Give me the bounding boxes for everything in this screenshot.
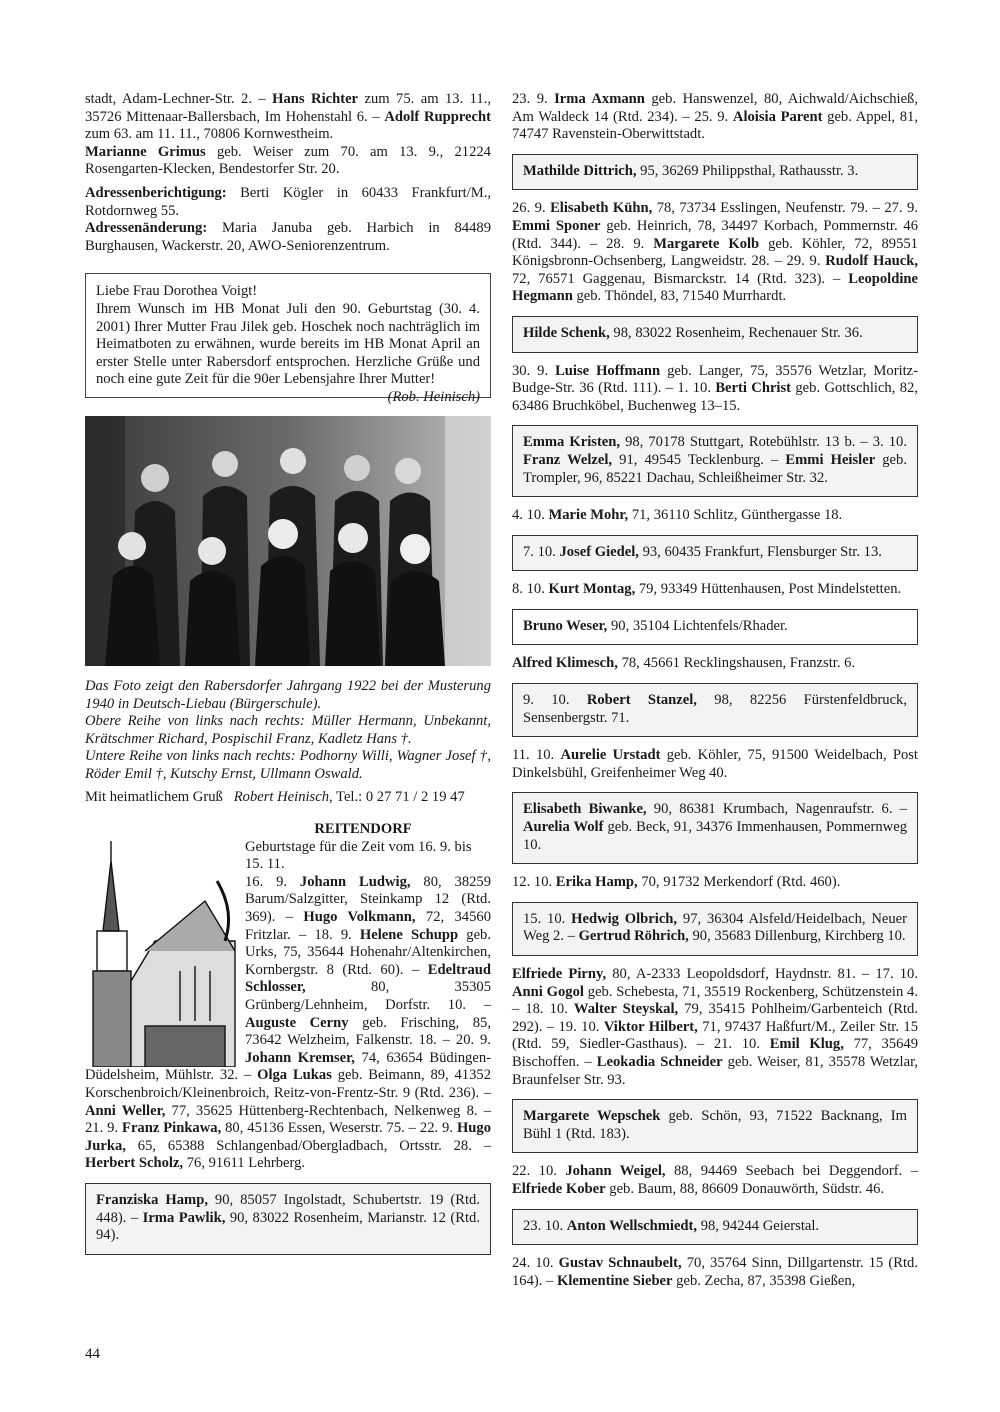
person-name: Erika Hamp, [555,874,638,891]
text-segment: geb. Gottschlich, 82, 63486 Bruchköbel, Buchenweg 13–15. [512,380,918,414]
text-segment: 23. 10. [523,1217,567,1234]
text-segment: 72, 34560 Fritzlar. – 18. 9. [245,909,491,943]
text-segment: 88, 94469 Seebach bei Deggendorf. – [665,1163,919,1180]
highlight-text [523,618,907,636]
text-segment: 11. 10. [512,747,561,764]
person-name: Franziska Hamp, [96,1191,208,1208]
text-segment: geb. Schebesta, 71, 35519 Rockenberg, Schützenstein 4. – 18. 10. [512,983,918,1018]
text-segment: 98, 70178 Stuttgart, Rotebühlstr. 13 b. – 3. 10. [620,434,907,451]
caption-line: Untere Reihe von links nach rechts: Podhorny Willi, Wagner Josef †, Röder Emil †, Kutschy Ernst, Ullmann Oswald. [85,748,491,782]
person-name: Auguste Cerny [245,1014,349,1031]
greeting-name: Robert Heinisch, [233,789,333,806]
birthday-paragraph [512,655,918,673]
text-segment: 9. 10. [523,692,587,709]
text-segment: geb. Köhler, 75, 91500 Weidelbach, Post Dinkelsbühl, Greifenheimer Weg 40. [512,747,918,781]
text-segment: 91, 49545 Tecklenburg. – [612,451,786,468]
highlight-box [85,1183,491,1255]
birthday-paragraph [512,966,918,1089]
text-segment: stadt, Adam-Lechner-Str. 2. – [85,91,273,107]
highlight-text [523,434,907,487]
text-segment: 90, 83022 Rosenheim, Marianstr. 12 (Rtd. 94). [96,1209,480,1244]
birthday-paragraph [85,91,491,144]
highlight-text [523,801,907,854]
text-segment: 30. 9. [512,362,556,379]
text-segment: geb. Zecha, 87, 35398 Gießen, [672,1272,856,1289]
person-name: Emmi Heisler [785,451,876,468]
letter-body-text: Ihrem Wunsch im HB Monat Juli den 90. Geburtstag (30. 4. 2001) Ihrer Mutter Frau Jilek geb. Hoschek noch nachträglich im Heimatboten zu erwähnen, wurde bereits im HB Monat April an erster Stelle unter Rabersdorf entsprochen. Herzliche Grüße und noch eine gute Zeit für die 90er Lebensjahre Ihrer Mutter! [96,300,480,388]
text-segment: 90, 85057 Ingolstadt, Schubertstr. 19 (Rtd. 448). – [96,1191,480,1226]
person-name: Margarete Wepschek [523,1108,661,1125]
highlight-text [523,544,907,562]
text-segment: geb. Köhler, 72, 89551 Königsbronn-Ochsenberg, Langweidstr. 28. – 29. 9. [512,235,918,270]
person-name: Olga Lukas [257,1067,332,1084]
text-segment: 65, 65388 Schlangenbad/Obergladbach, Ortsstr. 28. – [125,1137,491,1154]
person-name: Adressenänderung: [85,220,208,237]
person-name: Gertrud Röhrich, [578,928,689,945]
text-segment: 93, 60435 Frankfurt, Flensburger Str. 13. [638,543,882,560]
text-segment: 77, 35625 Hüttenberg-Rechtenbach, Nelkenweg 8. – 21. 9. [85,1102,491,1137]
person-name: Bruno Weser, [523,617,608,634]
text-segment: 74, 63654 Büdingen-Düdelsheim, Mühlstr. 32. – [85,1049,491,1084]
person-name: Emil Klug, [769,1036,844,1053]
address-change [85,220,491,255]
text-segment: Maria Januba geb. Harbich in 84489 Burghausen, Wackerstr. 20, AWO-Seniorenzentrum. [85,220,491,254]
text-segment: 78, 73734 Esslingen, Neufenstr. 79. – 27. 9. [652,200,919,217]
text-segment: 71, 36110 Schlitz, Günthergasse 18. [628,507,843,524]
highlight-box [512,316,918,353]
highlight-text [523,163,907,181]
text-segment: 16. 9. [245,873,300,890]
person-name: Adolf Rupprecht [384,108,491,125]
photo-image [85,416,491,666]
highlight-box [512,1209,918,1246]
text-segment: 90, 35104 Lichtenfels/Rhader. [607,617,788,634]
person-name: Emmi Sponer [512,217,601,234]
text-segment: 90, 86381 Krumbach, Nagenraufstr. 6. – [646,801,907,818]
person-name: Gustav Schnaubelt, [558,1255,682,1272]
highlight-box [512,535,918,572]
highlight-box [512,1099,918,1153]
person-name: Leokadia Schneider [596,1053,723,1070]
text-segment: Berti Kögler in 60433 Frankfurt/M., Rotdornweg 55. [85,184,491,219]
highlight-box [512,902,918,956]
person-name: Elisabeth Biwanke, [523,801,647,818]
text-segment: geb. Hanswenzel, 80, Aichwald/Aichschieß, Am Waldeck 14 (Rtd. 234). – 25. 9. [512,91,918,125]
person-name: Walter Steyskal, [573,1001,679,1018]
person-name: Leopoldine Hegmann [512,270,918,305]
person-name: Hugo Jurka, [85,1120,491,1154]
person-name: Anton Wellschmiedt, [566,1217,698,1234]
text-segment: geb. Beimann, 89, 41352 Korschenbroich/Kleinenbroich, Reitz-von-Frentz-Str. 9 (Rtd. 236). – [85,1067,491,1101]
birthday-paragraph [512,747,918,782]
text-segment: zum 75. am 13. 11., 35726 Mittenaar-Ballersbach, Im Hohenstahl 6. – [85,91,491,125]
person-name: Rudolf Hauck, [825,253,919,270]
birthday-paragraph [512,200,918,306]
text-segment: 70, 35764 Sinn, Dillgartenstr. 15 (Rtd. 164). – [512,1255,918,1289]
person-name: Aurelie Urstadt [560,747,661,764]
text-segment: 80, A-2333 Leopoldsdorf, Haydnstr. 81. – 17. 10. [606,966,918,982]
birthday-paragraph [512,507,918,525]
person-name: Kurt Montag, [548,581,636,598]
highlight-text [523,1218,907,1236]
person-name: Josef Giedel, [559,543,639,560]
text-segment: 95, 36269 Philippsthal, Rathausstr. 3. [636,162,859,179]
birthday-paragraph [512,581,918,599]
birthday-paragraph [85,144,491,179]
text-segment: 98, 82256 Fürstenfeldbruck, Sensenbergstr. 71. [523,692,907,726]
text-segment: 98, 83022 Rosenheim, Rechenauer Str. 36. [609,324,863,341]
text-segment: geb. Frisching, 85, 73642 Welzheim, Falkenstr. 18. – 20. 9. [245,1014,491,1049]
text-segment: 23. 9. [512,91,555,107]
highlight-box [512,609,918,646]
group-photo [85,416,491,666]
church-illustration [85,841,237,1067]
highlight-text [523,692,907,727]
person-name: Franz Welzel, [523,451,613,468]
page-number: 44 [85,1346,100,1362]
text-segment: 76, 91611 Lehrberg. [183,1155,306,1172]
person-name: Hugo Volkmann, [303,909,416,926]
greeting-text: Mit heimatlichem Gruß [85,789,223,806]
text-segment: 8. 10. [512,581,549,598]
highlight-box [512,425,918,497]
birthday-paragraph [512,1163,918,1198]
text-segment: zum 63. am 11. 11., 70806 Kornwestheim. [85,126,334,143]
text-segment: 79, 35415 Pohlheim/Garbenteich (Rtd. 292). – 19. 10. [512,1001,918,1035]
person-name: Elfriede Pirny, [512,966,607,982]
person-name: Berti Christ [715,380,792,397]
text-segment: geb. Beck, 91, 34376 Immenhausen, Pommernweg 10. [523,819,907,853]
text-segment: geb. Langer, 75, 35576 Wetzlar, Moritz-Budge-Str. 36 (Rtd. 111). – 1. 10. [512,362,919,397]
person-name: Luise Hoffmann [555,362,661,379]
text-segment: 78, 45661 Recklingshausen, Franzstr. 6. [617,655,856,672]
reitendorf-intro: Geburtstage für die Zeit vom 16. 9. bis 15. 11. [245,838,472,873]
text-segment: 26. 9. [512,200,551,217]
text-segment: geb. Urks, 75, 35644 Hohenahr/Altenkirchen, Kornbergstr. 8 (Rtd. 60). – [245,926,491,978]
person-name: Hans Richter [272,91,359,107]
text-segment: 72, 76571 Gaggenau, Bismarckstr. 14 (Rtd. 323). – [512,270,849,287]
text-segment: 80, 45136 Essen, Weserstr. 75. – 22. 9. [221,1120,457,1137]
person-name: Klementine Sieber [557,1272,673,1289]
person-name: Margarete Kolb [653,235,760,252]
reitendorf-section [85,839,491,1173]
person-name: Adressenberichtigung: [85,184,227,201]
highlight-text [523,325,907,343]
left-column [85,91,491,1255]
person-name: Johann Ludwig, [299,873,411,890]
text-segment: 12. 10. [512,874,556,891]
text-segment: 77, 35649 Bischoffen. – [512,1036,918,1070]
text-segment: 98, 94244 Geierstal. [697,1217,820,1234]
text-segment: 7. 10. [523,543,560,560]
person-name: Hedwig Olbrich, [571,910,678,927]
person-name: Aloisia Parent [732,108,823,125]
birthday-paragraph [512,874,918,892]
person-name: Mathilde Dittrich, [523,162,637,179]
person-name: Elisabeth Kühn, [550,200,653,217]
person-name: Emma Kristen, [523,434,621,451]
letter-body [96,300,480,405]
highlight-box [512,683,918,737]
person-name: Franz Pinkawa, [122,1120,222,1137]
highlight-text [523,911,907,946]
text-segment: 24. 10. [512,1255,559,1272]
person-name: Elfriede Kober [512,1180,606,1197]
text-segment: 79, 93349 Hüttenhausen, Post Mindelstetten. [635,581,902,598]
person-name: Helene Schupp [359,926,459,943]
section-heading: REITENDORF [314,821,412,838]
person-name: Viktor Hilbert, [603,1018,698,1035]
highlight-text [523,1108,907,1143]
right-column [512,91,918,1290]
birthday-paragraph [512,91,918,144]
person-name: Alfred Klimesch, [512,655,618,672]
text-segment: 80, 38259 Barum/Salzgitter, Steinkamp 12 (Rtd. 369). – [245,873,492,926]
text-segment: geb. Trompler, 96, 85221 Dachau, Schleißheimer Str. 32. [523,451,907,486]
person-name: Anni Weller, [85,1102,166,1119]
text-segment: 4. 10. [512,507,549,524]
letter-box [85,273,491,405]
text-segment: 15. 10. [523,910,572,927]
person-name: Robert Stanzel, [586,692,697,709]
letter-signature: (Rob. Heinisch) [387,388,480,405]
person-name: Irma Pawlik, [142,1209,226,1226]
address-correction [85,185,491,220]
highlight-box [512,792,918,864]
person-name: Johann Kremser, [245,1049,355,1066]
person-name: Hilde Schenk, [523,324,610,341]
text-segment: 71, 97437 Haßfurt/M., Zeiler Str. 15 (Rtd. 59, Siedler-Gasthaus). – 21. 10. [512,1018,918,1053]
text-segment: geb. Baum, 88, 86609 Donauwörth, Südstr. 46. [605,1180,885,1197]
photo-caption [85,678,491,807]
text-segment: geb. Weiser, 81, 35578 Wetzlar, Braunfelser Str. 93. [512,1053,919,1088]
text-segment: geb. Schön, 93, 71522 Backnang, Im Bühl 1 (Rtd. 183). [523,1108,907,1142]
text-segment: geb. Heinrich, 78, 34497 Korbach, Pommernstr. 46 (Rtd. 344). – 28. 9. [512,217,918,252]
text-segment: geb. Thöndel, 83, 71540 Murrhardt. [572,288,787,305]
highlight-text [96,1192,480,1245]
person-name: Edeltraud Schlosser, [245,961,491,996]
person-name: Johann Weigel, [565,1163,666,1180]
text-segment: geb. Weiser zum 70. am 13. 9., 21224 Rosengarten-Klecken, Bendestorfer Str. 20. [85,143,491,178]
text-segment: 80, 35305 Grünberg/Lehnheim, Dorfstr. 10. – [245,979,491,1013]
highlight-box [512,154,918,191]
person-name: Herbert Scholz, [85,1155,184,1172]
text-segment: 70, 91732 Merkendorf (Rtd. 460). [637,874,841,891]
person-name: Irma Axmann [554,91,645,107]
caption-line: Das Foto zeigt den Rabersdorfer Jahrgang 1922 bei der Musterung 1940 in Deutsch-Liebau (Bürgerschule). [85,677,491,712]
text-segment: 90, 35683 Dillenburg, Kirchberg 10. [688,928,906,945]
person-name: Anni Gogol [512,983,584,1000]
letter-salutation: Liebe Frau Dorothea Voigt! [96,283,258,300]
person-name: Marie Mohr, [548,507,629,524]
text-segment: 97, 36304 Alsfeld/Heidelbach, Neuer Weg 2. – [523,910,908,945]
caption-line: Obere Reihe von links nach rechts: Müller Hermann, Unbekannt, Krätschmer Richard, Pospischil Franz, Kadletz Hans †. [85,713,491,747]
text-segment: 22. 10. [512,1163,566,1180]
birthday-paragraph [512,363,918,416]
birthday-paragraph [512,1255,918,1290]
person-name: Marianne Grimus [85,143,206,160]
greeting-line [85,789,491,807]
person-name: Aurelia Wolf [523,819,604,836]
greeting-tel: Tel.: 0 27 71 / 2 19 47 [332,789,465,806]
text-segment: geb. Appel, 81, 74747 Ravenstein-Oberwittstadt. [512,108,918,143]
